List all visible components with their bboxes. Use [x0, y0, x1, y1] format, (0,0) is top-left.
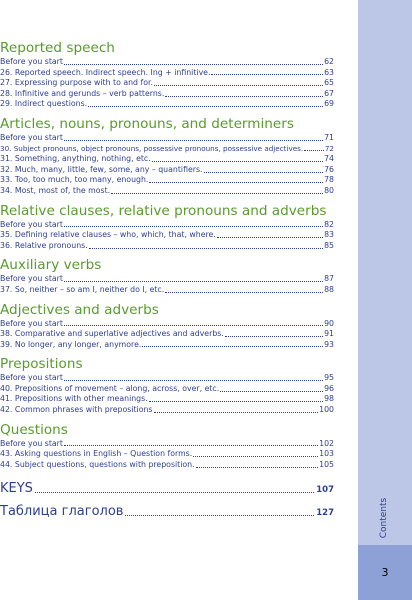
section-title: Articles, nouns, pronouns, and determiners [0, 115, 294, 132]
toc-entry[interactable] [0, 175, 334, 186]
toc-entry-label: Before you start [0, 57, 63, 66]
toc-entry[interactable] [0, 89, 334, 100]
toc-entry-label: 43. Asking questions in English – Question forms. [0, 449, 193, 459]
section-reported-speech [0, 40, 334, 110]
toc-entry[interactable] [0, 405, 334, 416]
section-questions [0, 422, 334, 471]
section-title: Relative clauses, relative pronouns and adverbs [0, 202, 327, 219]
toc-entry-label: 41. Prepositions with other meanings. [0, 394, 148, 404]
dot-leader [88, 106, 323, 107]
dot-leader [217, 237, 323, 238]
toc-entry[interactable] [0, 220, 334, 231]
toc-entry[interactable] [0, 285, 334, 296]
toc-entry-page: 93 [324, 339, 334, 349]
toc-entry[interactable] [0, 57, 334, 68]
section-adjectives-adverbs [0, 302, 334, 351]
sidebar-label-text: Contents [379, 497, 390, 539]
toc-entry-page: 90 [324, 318, 334, 328]
section-title: Adjectives and adverbs [0, 301, 159, 318]
dot-leader [220, 391, 323, 392]
toc-entry-page: 85 [324, 240, 334, 250]
toc-entry-page: 105 [319, 459, 334, 469]
section-auxiliary-verbs [0, 257, 334, 295]
dot-leader [64, 281, 323, 282]
toc-entry[interactable] [0, 329, 334, 340]
toc-entry-label: Before you start [0, 219, 63, 229]
toc-entry[interactable] [0, 394, 334, 405]
dot-leader [89, 248, 323, 249]
toc-entry-label: 40. Prepositions of movement – along, across, over, etc. [0, 383, 220, 393]
page-number-box [358, 545, 412, 600]
toc-entry-label: 30. Subject pronouns, object pronouns, possessive pronouns, possessive adjectives. [0, 143, 304, 153]
toc-entry-page: 80 [324, 185, 334, 195]
section-relative-clauses [0, 203, 334, 252]
section-title: Auxiliary verbs [0, 257, 102, 274]
dot-leader [196, 467, 319, 468]
toc-entry-label: 35. Defining relative clauses – who, which, that, where. [0, 230, 216, 240]
toc-entry[interactable] [0, 68, 334, 79]
table-of-contents [0, 40, 334, 520]
dot-leader [165, 96, 323, 97]
toc-entry[interactable] [0, 384, 334, 395]
toc-entry-label: 42. Common phrases with prepositions [0, 405, 153, 415]
toc-entry[interactable] [0, 340, 334, 351]
section-prepositions [0, 356, 334, 415]
toc-entry-page: 91 [324, 329, 334, 339]
toc-entry-label: Before you start [0, 318, 63, 328]
toc-entry[interactable] [0, 241, 334, 252]
dot-leader [149, 401, 323, 402]
toc-entry-page: 107 [316, 485, 334, 496]
dot-leader [154, 85, 323, 86]
toc-entry[interactable] [0, 154, 334, 165]
toc-entry-page: 67 [324, 88, 334, 98]
toc-entry-label: 27. Expressing purpose with to and for. [0, 78, 153, 88]
toc-entry-verb-table[interactable] [0, 503, 334, 520]
dot-leader [125, 515, 314, 516]
toc-entry-label: Before you start [0, 274, 63, 284]
toc-entry[interactable] [0, 460, 334, 471]
toc-entry-label: 37. So, neither – so am I, neither do I, etc. [0, 284, 165, 294]
toc-entry-label: 34. Most, most of, the most. [0, 185, 111, 195]
toc-entry-page: 96 [324, 383, 334, 393]
dot-leader [111, 193, 323, 194]
toc-entry[interactable] [0, 186, 334, 197]
toc-entry-label: 36. Relative pronouns. [0, 240, 88, 250]
toc-entry[interactable] [0, 274, 334, 285]
section-title: Prepositions [0, 356, 83, 373]
toc-entry-page: 83 [324, 230, 334, 240]
toc-entry-label: Before you start [0, 438, 63, 448]
toc-entry-label: 29. Indirect questions. [0, 99, 88, 109]
toc-entry-label: Before you start [0, 373, 63, 383]
toc-entry-page: 87 [324, 274, 334, 284]
toc-entry[interactable] [0, 373, 334, 384]
toc-entry-page: 82 [324, 219, 334, 229]
toc-entry[interactable] [0, 133, 334, 144]
dot-leader [193, 456, 318, 457]
section-title: Reported speech [0, 40, 115, 56]
toc-entry[interactable] [0, 319, 334, 330]
toc-entry[interactable] [0, 165, 334, 176]
dot-leader [165, 292, 323, 293]
toc-entry-page: 71 [324, 132, 334, 142]
toc-entry-label: 26. Reported speech. Indirect speech. Ing + infinitive. [0, 67, 211, 77]
toc-entry-label: KEYS [0, 481, 33, 497]
toc-entry[interactable] [0, 439, 334, 450]
toc-entry-page: 69 [324, 99, 334, 109]
dot-leader [142, 346, 323, 347]
dot-leader [149, 182, 323, 183]
toc-entry-page: 103 [319, 449, 334, 459]
toc-entry[interactable] [0, 78, 334, 89]
dot-leader [64, 445, 318, 446]
section-title: Questions [0, 421, 68, 438]
toc-entry-label: Таблица глаголов [0, 504, 124, 520]
sidebar-tab [358, 0, 412, 545]
dot-leader [64, 64, 323, 65]
toc-entry-page: 100 [319, 405, 334, 415]
toc-entry-page: 72 [324, 143, 334, 153]
page-number: 3 [381, 566, 389, 579]
toc-entry-page: 76 [324, 164, 334, 174]
dot-leader [225, 336, 323, 337]
toc-entry-label: 28. Infinitive and gerunds – verb patterns. [0, 88, 165, 98]
toc-entry-page: 65 [324, 78, 334, 88]
toc-entry-label: 31. Something, anything, nothing, etc. [0, 154, 151, 164]
toc-entry-page: 88 [324, 284, 334, 294]
toc-entry-page: 95 [324, 373, 334, 383]
toc-entry[interactable] [0, 99, 334, 110]
toc-entry-page: 63 [324, 67, 334, 77]
toc-entry-label: Before you start [0, 132, 63, 142]
dot-leader [211, 74, 323, 75]
section-articles-nouns [0, 116, 334, 197]
toc-entry-label: 32. Much, many, little, few, some, any – quantifiers. [0, 164, 203, 174]
toc-entry-keys[interactable] [0, 480, 334, 497]
toc-entry-page: 98 [324, 394, 334, 404]
dot-leader [152, 161, 323, 162]
dot-leader [304, 150, 324, 151]
toc-entry[interactable] [0, 449, 334, 460]
toc-entry-page: 127 [316, 508, 334, 519]
toc-entry-page: 74 [324, 154, 334, 164]
dot-leader [64, 226, 323, 227]
dot-leader [154, 412, 319, 413]
dot-leader [64, 325, 323, 326]
dot-leader [204, 172, 324, 173]
toc-entry[interactable] [0, 144, 334, 155]
dot-leader [35, 492, 314, 493]
toc-entry-label: 38. Comparative and superlative adjectives and adverbs. [0, 329, 224, 339]
toc-entry-page: 102 [319, 438, 334, 448]
sidebar-contents-label [372, 498, 396, 538]
toc-entry[interactable] [0, 230, 334, 241]
toc-entry-page: 62 [324, 57, 334, 66]
dot-leader [64, 380, 323, 381]
toc-entry-page: 78 [324, 175, 334, 185]
toc-entry-label: 44. Subject questions, questions with preposition. [0, 459, 195, 469]
toc-entry-label: 33. Too, too much, too many, enough. [0, 175, 149, 185]
toc-entry-label: 39. No longer, any longer, anymore. [0, 339, 142, 349]
dot-leader [64, 140, 323, 141]
